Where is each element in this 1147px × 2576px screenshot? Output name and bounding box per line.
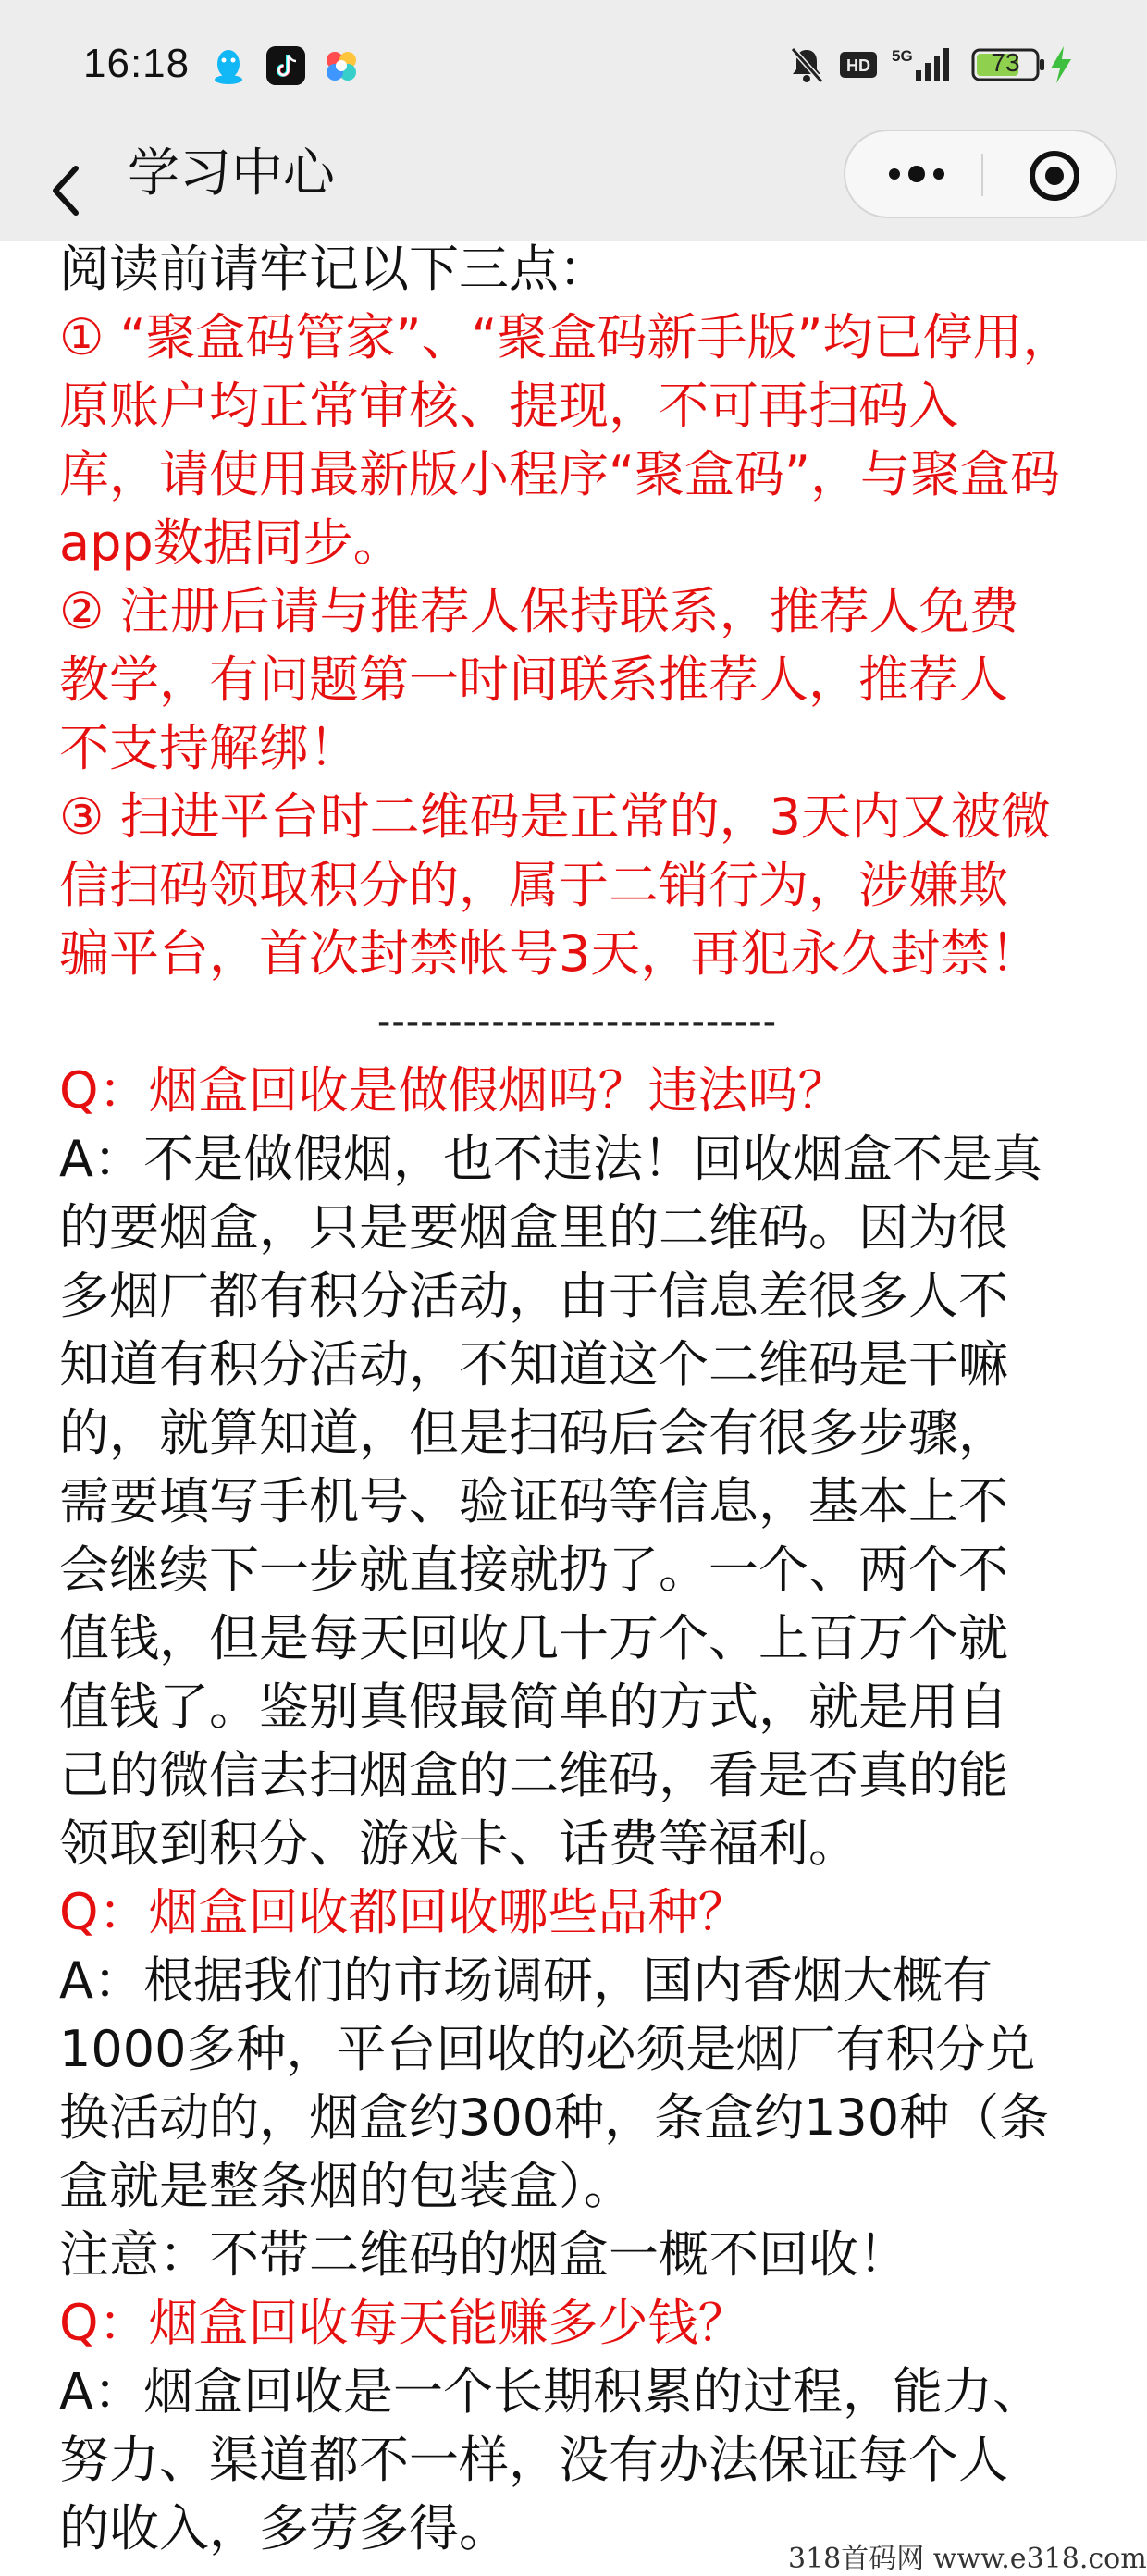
capsule-divider	[981, 154, 983, 196]
flower-icon	[322, 46, 361, 85]
article-line: ① “聚盒码管家”、“聚盒码新手版”均已停用，	[59, 308, 1073, 366]
article-line: 值钱了。鉴别真假最简单的方式，就是用自	[59, 1678, 1008, 1736]
article-line: 换活动的，烟盒约300种，条盒约130种（条	[59, 2088, 1050, 2147]
article-line: 骗平台，首次封禁帐号3天，再犯永久封禁！	[59, 924, 1041, 983]
article-line: 需要填写手机号、验证码等信息，基本上不	[59, 1472, 1008, 1530]
article-line: 原账户均正常审核、提现，不可再扫码入	[59, 377, 958, 435]
article-line: 会继续下一步就直接就扔了。一个、两个不	[59, 1541, 1008, 1599]
article-line: 多烟厂都有积分活动，由于信息差很多人不	[59, 1267, 1008, 1325]
article-line: 值钱，但是每天回收几十万个、上百万个就	[59, 1609, 1008, 1667]
svg-text:5G: 5G	[892, 47, 913, 65]
tiktok-icon	[266, 46, 305, 85]
charging-icon	[1047, 44, 1075, 85]
article-line: 领取到积分、游戏卡、话费等福利。	[59, 1814, 858, 1873]
article-line: 注意：不带二维码的烟盒一概不回收！	[59, 2225, 908, 2284]
article-line: 的要烟盒，只是要烟盒里的二维码。因为很	[59, 1198, 1008, 1257]
back-icon[interactable]	[44, 163, 89, 218]
article-line: 的收入，多劳多得。	[59, 2499, 509, 2557]
article-line: A：烟盒回收是一个长期积累的过程，能力、	[59, 2362, 1042, 2421]
section-divider: ----------------------------	[376, 1001, 778, 1044]
watermark: 318首码网 www.e318.com	[788, 2543, 1147, 2575]
article-line: 1000多种，平台回收的必须是烟厂有积分兑	[59, 2020, 1036, 2078]
article-line: 信扫码领取积分的，属于二销行为，涉嫌欺	[59, 856, 1008, 914]
more-icon[interactable]	[882, 155, 951, 192]
close-miniprogram-icon[interactable]	[1027, 148, 1082, 204]
article-line: A：根据我们的市场调研，国内香烟大概有	[59, 1951, 993, 2010]
article-line: app数据同步。	[59, 514, 403, 572]
article-line: 盒就是整条烟的包装盒）。	[59, 2157, 634, 2215]
page-title: 学习中心	[128, 143, 335, 204]
article-line: A：不是做假烟，也不违法！回收烟盒不是真	[59, 1130, 1042, 1188]
article-line: 库，请使用最新版小程序“聚盒码”，与聚盒码	[59, 445, 1060, 503]
article-line: 知道有积分活动，不知道这个二维码是干嘛	[59, 1335, 1008, 1393]
article-line: 的，就算知道，但是扫码后会有很多步骤，	[59, 1404, 1008, 1462]
battery-level: 73	[991, 48, 1020, 77]
article-line: 不支持解绑！	[59, 719, 359, 777]
article-line: 阅读前请牢记以下三点：	[59, 240, 609, 298]
article-line: 己的微信去扫烟盒的二维码，看是否真的能	[59, 1746, 1008, 1804]
status-time: 16:18	[83, 41, 191, 86]
article-line: Q：烟盒回收都回收哪些品种？	[59, 1883, 748, 1941]
mute-icon	[788, 44, 825, 85]
article-content	[59, 235, 1095, 2563]
hd-icon	[838, 44, 879, 85]
qq-icon	[209, 46, 248, 85]
svg-text:HD: HD	[846, 56, 870, 75]
5g-signal-icon	[892, 44, 956, 85]
article-line: 努力、渠道都不一样，没有办法保证每个人	[59, 2431, 1008, 2489]
article-line: 教学，有问题第一时间联系推荐人，推荐人	[59, 650, 1008, 709]
article-line: ② 注册后请与推荐人保持联系，推荐人免费	[59, 582, 1019, 640]
miniprogram-capsule	[844, 130, 1117, 218]
article-line: Q：烟盒回收是做假烟吗？违法吗？	[59, 1061, 848, 1120]
article-line: ③ 扫进平台时二维码是正常的，3天内又被微	[59, 787, 1051, 846]
article-line: Q：烟盒回收每天能赚多少钱？	[59, 2294, 748, 2352]
